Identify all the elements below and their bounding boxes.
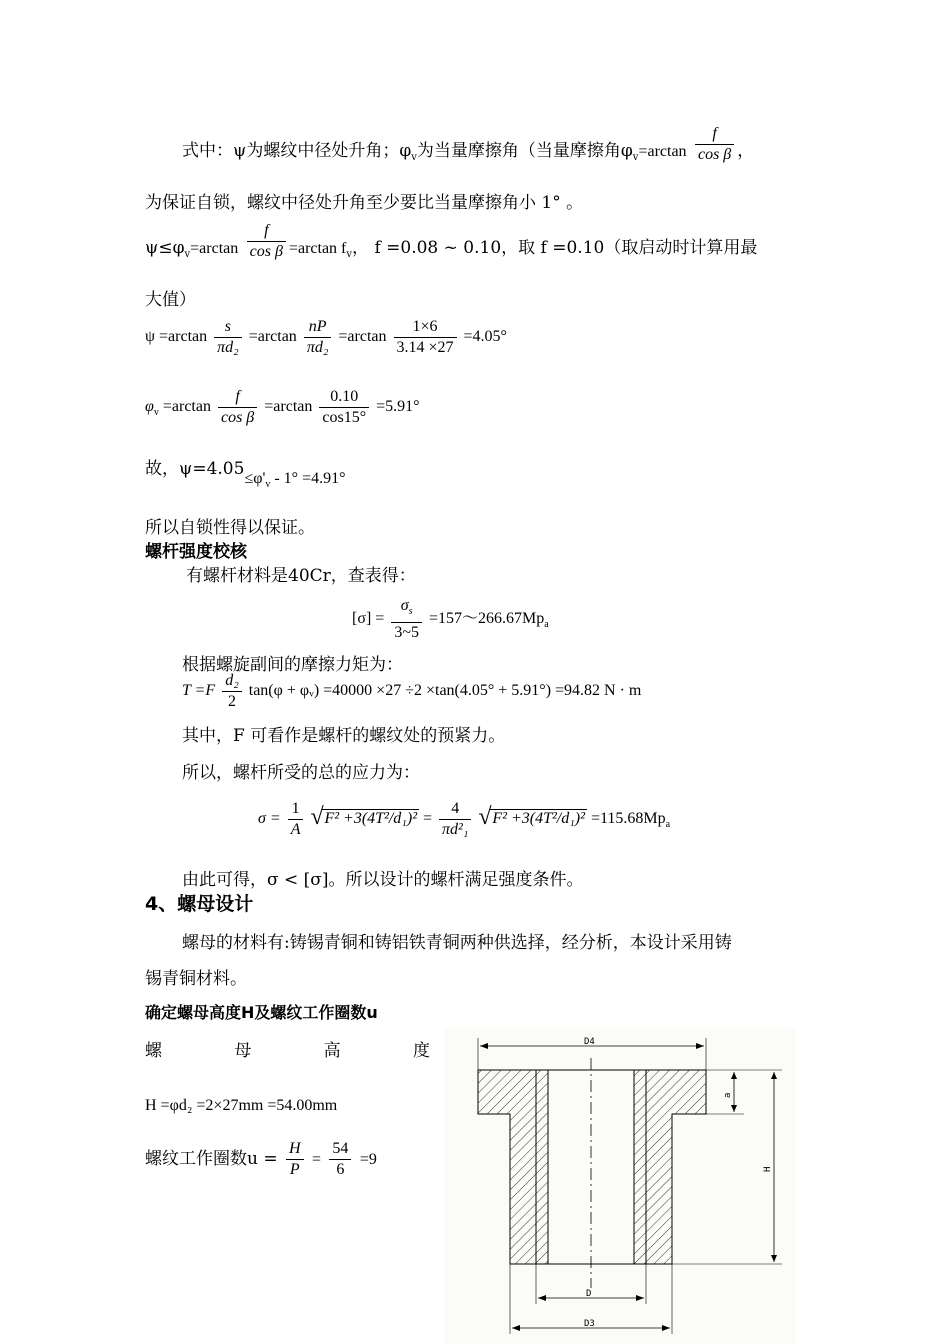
sub: v xyxy=(346,249,353,260)
den: πd²₁ xyxy=(442,821,469,838)
fraction xyxy=(222,672,242,711)
phi-calc xyxy=(145,388,420,427)
text-frag: =arctan f xyxy=(288,240,347,257)
sqrt: √ F² +3(4T²/d₁)² xyxy=(322,809,419,828)
nut-cross-section-drawing xyxy=(444,1028,796,1344)
num: 0.10 xyxy=(319,388,369,408)
text-frag: tan(φ + φᵥ) =40000 ×27 ÷2 ×tan(4.05° + 5.91°) =94.82 N · m xyxy=(248,682,642,700)
fraction xyxy=(247,222,286,261)
allowable-stress-eq xyxy=(352,597,549,642)
text-frag: = xyxy=(311,1151,322,1168)
num: f xyxy=(695,125,734,145)
paragraph: 螺母的材料有:铸锡青铜和铸铝铁青铜两种供选择，经分析，本设计采用铸 xyxy=(182,933,732,953)
self-lock-condition xyxy=(145,222,758,261)
sub: v xyxy=(153,407,159,419)
text-frag: σ = xyxy=(258,810,281,828)
den: πd₂ xyxy=(217,339,239,356)
fraction xyxy=(329,1140,351,1179)
num: 1×6 xyxy=(394,318,457,338)
sub: a xyxy=(544,619,549,631)
num: 54 xyxy=(329,1140,351,1160)
psi-calc xyxy=(145,318,507,357)
dim-label-a: a xyxy=(723,1092,733,1098)
text-frag: 故，ψ=4.05 xyxy=(145,459,245,479)
num: σ xyxy=(400,597,409,614)
den: 2 xyxy=(227,693,236,710)
den: 3~5 xyxy=(394,624,419,641)
text-frag: =arctan xyxy=(162,398,211,416)
num: 4 xyxy=(439,800,471,820)
den: A xyxy=(290,821,301,838)
text-frag: =arctan xyxy=(338,328,387,346)
text-frag: φ xyxy=(145,398,154,416)
sub: a xyxy=(665,819,671,831)
fraction xyxy=(214,318,242,357)
char: 高 xyxy=(323,1041,341,1061)
subsection-title: 确定螺母高度H及螺纹工作圈数u xyxy=(145,1003,378,1022)
thread-turns-eq xyxy=(145,1140,377,1179)
text-frag: = xyxy=(423,810,433,828)
dim-label-d4: D4 xyxy=(584,1037,595,1047)
conclusion-line: 所以自锁性得以保证。 xyxy=(145,518,315,538)
char: 度 xyxy=(412,1041,430,1061)
den: cos β xyxy=(697,146,732,163)
sqrt: √ F² +3(4T²/d₁)² xyxy=(490,809,587,828)
den: cos β xyxy=(220,409,255,426)
text-frag: [σ] = xyxy=(352,610,385,628)
text-frag: T =F xyxy=(182,682,216,700)
dim-label-h: H xyxy=(763,1166,773,1172)
fraction xyxy=(288,800,304,839)
sub: v xyxy=(184,249,191,260)
paragraph: 由此可得，σ < [σ]。所以设计的螺杆满足强度条件。 xyxy=(182,870,584,890)
num: f xyxy=(247,222,286,242)
section-title-screw-strength: 螺杆强度校核 xyxy=(145,542,247,562)
paragraph: 所以，螺杆所受的总的应力为： xyxy=(182,763,420,783)
total-stress-eq xyxy=(258,800,670,839)
text-frag: ， xyxy=(737,141,755,161)
char: 螺 xyxy=(145,1041,162,1061)
text-frag: =4.05° xyxy=(463,328,507,346)
fraction xyxy=(218,388,257,427)
dim-label-d: D xyxy=(586,1289,592,1299)
fraction xyxy=(304,318,332,357)
text-frag: 为当量摩擦角（当量摩擦角φ xyxy=(416,141,633,161)
text-frag: ψ =arctan xyxy=(145,328,208,346)
paragraph: 根据螺旋副间的摩擦力矩为： xyxy=(182,655,403,675)
nut-height-eq: H =φd₂ =2×27mm =54.00mm xyxy=(145,1097,338,1114)
text-frag: =arctan xyxy=(264,398,313,416)
text-frag: =arctan xyxy=(638,143,687,160)
paragraph: 锡青铜材料。 xyxy=(145,969,247,989)
den: P xyxy=(289,1161,300,1178)
paragraph: 有螺杆材料是40Cr，查表得： xyxy=(186,566,416,586)
text-frag: 式中：ψ为螺纹中径处升角；φ xyxy=(182,141,412,161)
num: nP xyxy=(304,318,332,338)
sub: v xyxy=(632,152,639,163)
text-frag: =157～266.67Mp xyxy=(428,610,545,628)
text-line: 大值） xyxy=(145,290,196,310)
text-frag: - 1° =4.91° xyxy=(270,470,346,487)
therefore-line xyxy=(145,454,346,490)
den: cos β xyxy=(249,243,283,260)
char: 母 xyxy=(234,1041,252,1061)
text-frag: =arctan xyxy=(248,328,297,346)
num: d₂ xyxy=(222,672,242,692)
text-frag: 螺纹工作圈数u = xyxy=(145,1149,278,1169)
num: H xyxy=(286,1140,304,1160)
formula-definition-line xyxy=(182,125,755,164)
fraction xyxy=(394,318,457,357)
text-frag: ≤φ' xyxy=(244,470,266,487)
fraction xyxy=(319,388,369,427)
fraction xyxy=(286,1140,304,1179)
num: 1 xyxy=(288,800,304,820)
text-frag: =arctan xyxy=(190,240,239,257)
sub: v xyxy=(265,479,271,490)
num: f xyxy=(218,388,257,408)
self-lock-note: 为保证自锁，螺纹中径处升角至少要比当量摩擦角小 1° 。 xyxy=(145,193,584,213)
fraction xyxy=(695,125,734,164)
dim-label-d3: D3 xyxy=(584,1319,595,1329)
den: cos15° xyxy=(322,409,367,426)
den: 3.14 ×27 xyxy=(396,339,454,356)
num: s xyxy=(214,318,242,338)
paragraph: 其中，F 可看作是螺杆的螺纹处的预紧力。 xyxy=(182,726,506,746)
fraction xyxy=(439,800,471,839)
sub: v xyxy=(411,152,417,163)
section-title-nut: 4、螺母设计 xyxy=(145,893,254,915)
fraction xyxy=(391,597,422,642)
den: 6 xyxy=(336,1161,345,1178)
sub: s xyxy=(408,606,413,617)
text-frag: =9 xyxy=(359,1151,377,1168)
text-frag: ψ≤φ xyxy=(145,238,185,258)
text-frag: =115.68Mp xyxy=(590,810,666,828)
text-frag: =5.91° xyxy=(376,398,420,416)
den: πd₂ xyxy=(306,339,329,356)
nut-height-label xyxy=(145,1036,430,1061)
text-frag: ， f =0.08 ~ 0.10，取 f =0.10（取启动时计算用最 xyxy=(352,238,758,258)
torque-eq xyxy=(182,672,641,711)
